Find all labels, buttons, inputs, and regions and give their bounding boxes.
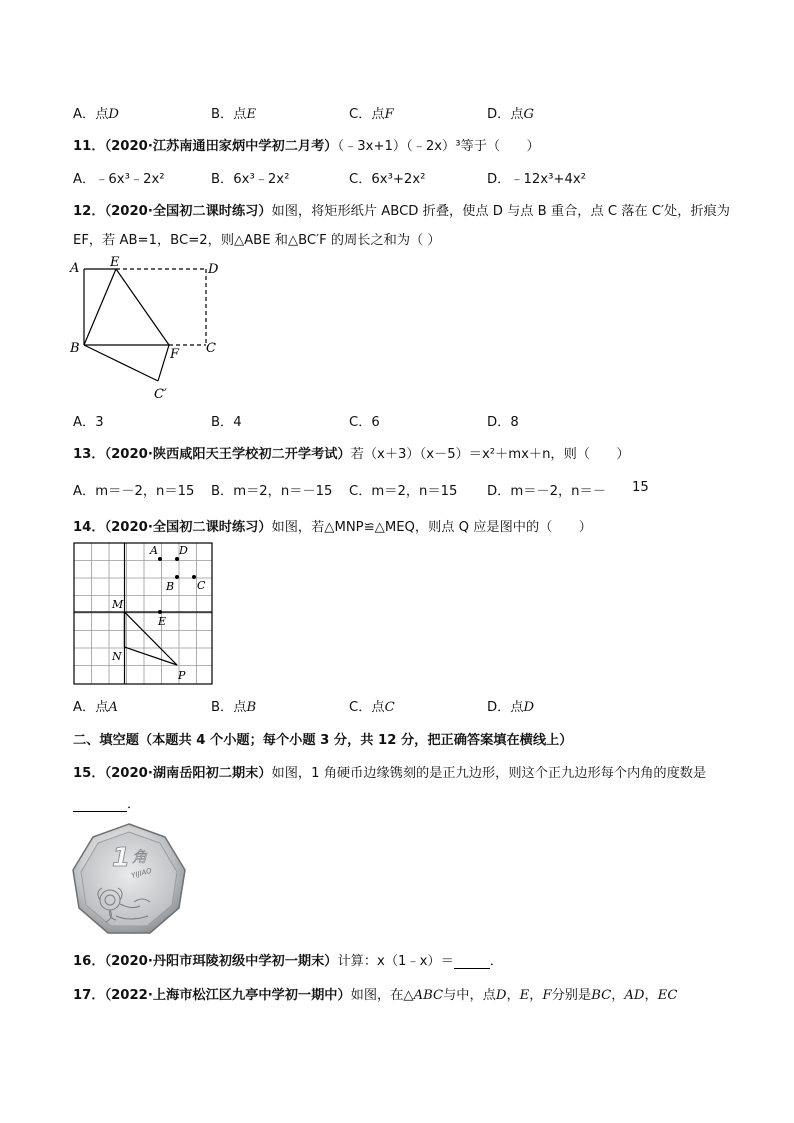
q17-stem: 17．（2022·上海市松江区九亭中学初一期中）如图，在△ABC与中，点D，E，F分别是BC，AD，EC <box>73 988 678 1003</box>
label-b: B <box>70 341 80 356</box>
edge-mp <box>125 612 178 665</box>
q15-blank[interactable] <box>73 797 127 812</box>
q12-option-b: B．4 <box>211 415 242 430</box>
q11-option-b: B．6x³﹣2x² <box>211 172 290 187</box>
q13-option-b: B．m＝2，n＝－15 <box>211 484 333 499</box>
edge-be <box>84 269 116 345</box>
q11-option-c: C．6x³+2x² <box>349 172 426 187</box>
q11-stem: 11．（2020·江苏南通田家炳中学初二月考）（﹣3x+1）（﹣2x）³等于（ ） <box>73 139 540 154</box>
label-e: E <box>158 615 167 628</box>
q13-option-a: A．m＝－2，n＝15 <box>73 484 195 499</box>
coin-unit: 角 <box>132 848 148 866</box>
q14-option-d: D．点D <box>487 700 535 715</box>
q14-option-c: C．点C <box>349 700 395 715</box>
point-a <box>158 557 162 561</box>
q12-option-c: C．6 <box>349 415 380 430</box>
label-a: A <box>150 544 158 557</box>
label-c-prime: C′ <box>154 387 167 402</box>
q11-option-a: A．﹣6x³﹣2x² <box>73 172 165 187</box>
q16-blank[interactable] <box>454 954 490 969</box>
edge-cpf <box>158 345 169 381</box>
point-e <box>158 610 162 614</box>
q15-answer-line: ． <box>73 793 140 812</box>
q16-stem: 16．（2020·丹阳市珥陵初级中学初一期末）计算：x（1﹣x）＝ ． <box>73 954 503 969</box>
q11-option-d: D．﹣12x³+4x² <box>487 172 586 187</box>
q12-option-a: A．3 <box>73 415 104 430</box>
label-n: N <box>112 650 122 663</box>
q14-option-a: A．点A <box>73 700 118 715</box>
q15-stem: 15．（2020·湖南岳阳初二期末）如图，1 角硬币边缘镌刻的是正九边形，则这个正九边形每个内角的度数是 <box>73 766 707 781</box>
q10-option-a: A．点D <box>73 107 119 122</box>
q10-option-d: D．点G <box>487 107 535 122</box>
label-f: F <box>170 347 180 362</box>
label-a: A <box>70 261 80 276</box>
label-c: C <box>206 341 216 356</box>
label-d: D <box>208 262 219 277</box>
point-c <box>192 575 196 579</box>
grid-lines <box>74 543 212 684</box>
section-title-fill-in: 二、填空题（本题共 4 个小题；每个小题 3 分，共 12 分，把正确答案填在横线上） <box>73 733 573 748</box>
q12-option-d: D．8 <box>487 415 519 430</box>
coin-pinyin: YIJIAO <box>130 866 153 880</box>
q12-stem-line2: EF，若 AB=1，BC=2，则△ABE 和△BC′F 的周长之和为（ ） <box>73 233 441 248</box>
q10-option-b: B．点E <box>211 107 257 122</box>
grid-border <box>74 543 212 684</box>
edge-np <box>125 647 178 665</box>
coin-numeral: 1 <box>112 843 131 873</box>
edge-bcp <box>84 345 158 381</box>
q13-option-d: D．m＝－2，n＝－ <box>487 484 606 499</box>
label-m: M <box>112 598 124 611</box>
q10-option-c: C．点F <box>349 107 394 122</box>
point-b <box>175 575 179 579</box>
label-b: B <box>166 580 175 593</box>
label-d: D <box>179 544 188 557</box>
coin-image <box>70 822 188 940</box>
fold-ef <box>116 269 169 345</box>
q14-option-b: B．点B <box>211 700 257 715</box>
q12-stem-line1: 12．（2020·全国初二课时练习）如图，将矩形纸片 ABCD 折叠，使点 D 与点 B 重合，点 C 落在 C′处，折痕为 <box>73 204 730 219</box>
label-e: E <box>110 255 120 270</box>
q14-grid-figure <box>72 541 214 687</box>
label-p: P <box>178 669 186 682</box>
q12-figure <box>66 255 226 405</box>
q13-stem: 13．（2020·陕西咸阳天王学校初二开学考试）若（x＋3）（x－5）＝x²＋mx＋n，则（ ） <box>73 447 630 462</box>
q13-option-c: C．m＝2，n＝15 <box>349 484 458 499</box>
label-c: C <box>197 579 206 592</box>
point-d <box>175 557 179 561</box>
q14-stem: 14．（2020·全国初二课时练习）如图，若△MNP≌△MEQ，则点 Q 应是图中的（ ） <box>73 520 592 535</box>
q13-option-d-tail: 15 <box>632 480 649 495</box>
